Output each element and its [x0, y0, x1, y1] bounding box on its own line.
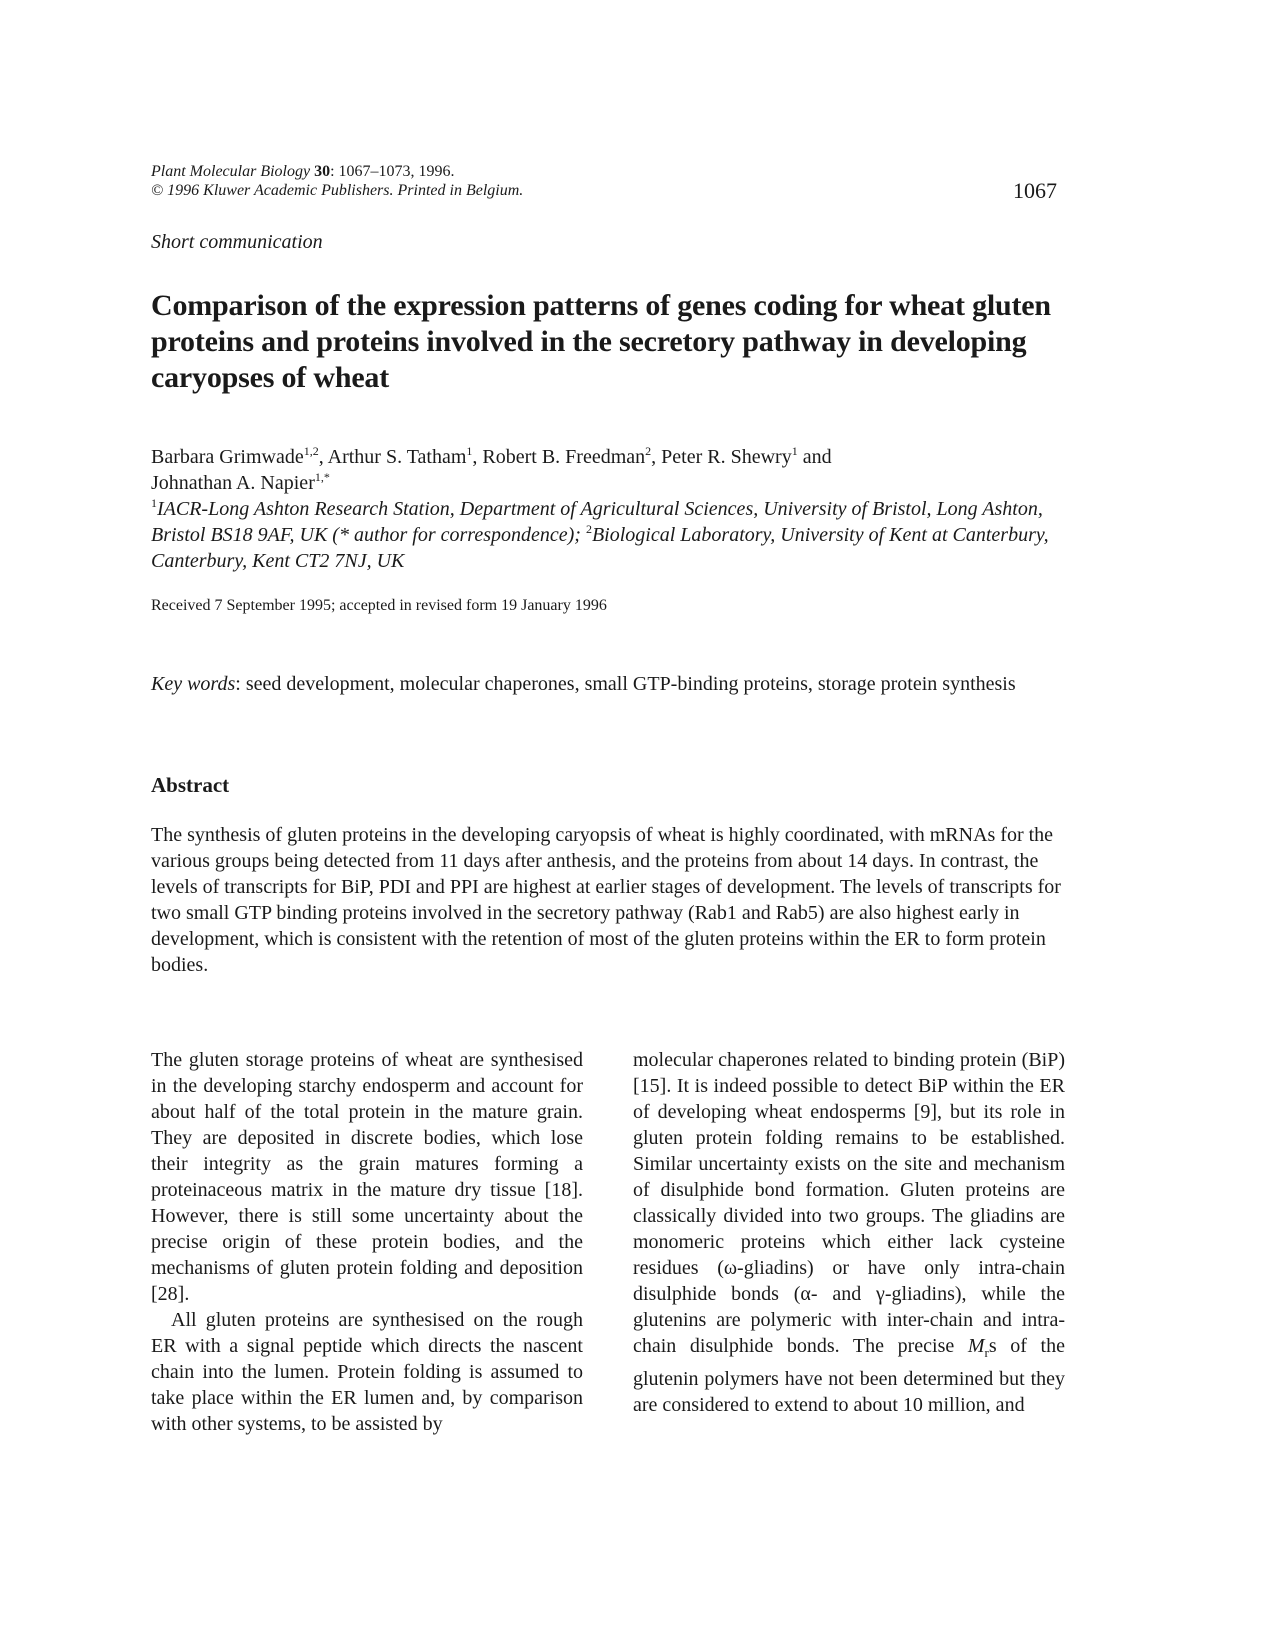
author-affil-mark: 1 [791, 444, 798, 458]
section-label: Short communication [151, 231, 323, 253]
affiliation-1: IACR-Long Ashton Research Station, Department of Agricultural Sciences, University of Bristol, Long Ashton, Bristol BS18 9AF, UK (* author for correspondence); [151, 498, 1043, 546]
affiliations [151, 496, 1076, 574]
body-paragraph: The gluten storage proteins of wheat are synthesised in the developing starchy endosperm and account for about half of the total protein in the mature grain. They are deposited in discrete bodies, which lose their integrity as the grain matures forming a proteinaceous matrix in the mature dry tissue [18]. However, there is still some uncertainty about the precise origin of these protein bodies, and the mechanisms of gluten protein folding and deposition [28]. [151, 1049, 583, 1305]
keywords-text: : seed development, molecular chaperones, small GTP-binding proteins, storage protein synthesis [235, 673, 1016, 695]
affil-mark: 1 [151, 496, 157, 510]
journal-volume: 30 [314, 163, 331, 180]
author-list [151, 444, 1091, 496]
body-text: molecular chaperones related to binding protein (BiP) [15]. It is indeed possible to detect BiP within the ER of developing wheat endosperms [9], but its role in gluten protein folding remains to be established. Similar uncertainty exists on the site and mechanism of disulphide bond formation. Gluten proteins are classically divided into two groups. The gliadins are monomeric proteins which either lack cysteine residues (ω-gliadins) or have only intra-chain disulphide bonds (α- and γ-gliadins), while the glutenins are polymeric with inter-chain and intra-chain disulphide bonds. The precise [633, 1049, 1065, 1357]
affiliation-2: Biological Laboratory, University of Kent at Canterbury, Canterbury, Kent CT2 7NJ, UK [151, 524, 1049, 572]
page-number: 1067 [1013, 178, 1057, 203]
author-name: Robert B. Freedman [482, 446, 646, 468]
author-separator: , [651, 446, 662, 468]
author-name: Johnathan A. Napier [151, 472, 315, 494]
journal-citation [151, 162, 523, 200]
article-title: Comparison of the expression patterns of genes coding for wheat gluten proteins and proteins involved in the secretory pathway in developing caryopses of wheat [151, 289, 1051, 394]
body-column-left [151, 1047, 583, 1437]
body-column-right [633, 1047, 1065, 1418]
author-affil-mark: 1,* [314, 470, 330, 484]
journal-name: Plant Molecular Biology [151, 163, 311, 180]
abstract-heading: Abstract [151, 773, 230, 797]
received-dates: Received 7 September 1995; accepted in revised form 19 January 1996 [151, 597, 607, 614]
mr-symbol: M [967, 1335, 985, 1357]
author-affil-mark: 2 [645, 444, 652, 458]
keywords [151, 671, 1076, 697]
author-affil-mark: 1 [466, 444, 473, 458]
affil-mark: 2 [585, 522, 592, 536]
abstract-text: The synthesis of gluten proteins in the developing caryopsis of wheat is highly coordinated, with mRNAs for the various groups being detected from 11 days after anthesis, and the proteins from about 14 days. In contrast, the levels of transcripts for BiP, PDI and PPI are highest at earlier stages of development. The levels of transcripts for two small GTP binding proteins involved in the secretory pathway (Rab1 and Rab5) are also highest early in development, which is consistent with the retention of most of the gluten proteins within the ER to form protein bodies. [151, 824, 1061, 976]
author-name: Barbara Grimwade [151, 446, 304, 468]
author-affil-mark: 1,2 [303, 444, 319, 458]
body-paragraph [633, 1047, 1065, 1418]
body-text: s of the glutenin polymers have not been determined but they are considered to extend to about 10 million, and [633, 1335, 1065, 1416]
mr-subscript: r [984, 1345, 989, 1360]
author-separator: , [472, 446, 483, 468]
author-separator: and [797, 446, 832, 468]
copyright-line: © 1996 Kluwer Academic Publishers. Printed in Belgium. [151, 182, 524, 199]
author-name: Peter R. Shewry [661, 446, 792, 468]
author-separator: , [318, 446, 328, 468]
journal-pages: : 1067–1073, 1996. [330, 163, 455, 180]
author-name: Arthur S. Tatham [327, 446, 467, 468]
keywords-label: Key words [151, 673, 236, 695]
body-paragraph: All gluten proteins are synthesised on the rough ER with a signal peptide which directs the nascent chain into the lumen. Protein folding is assumed to take place within the ER lumen and, by comparison with other systems, to be assisted by [151, 1309, 583, 1435]
